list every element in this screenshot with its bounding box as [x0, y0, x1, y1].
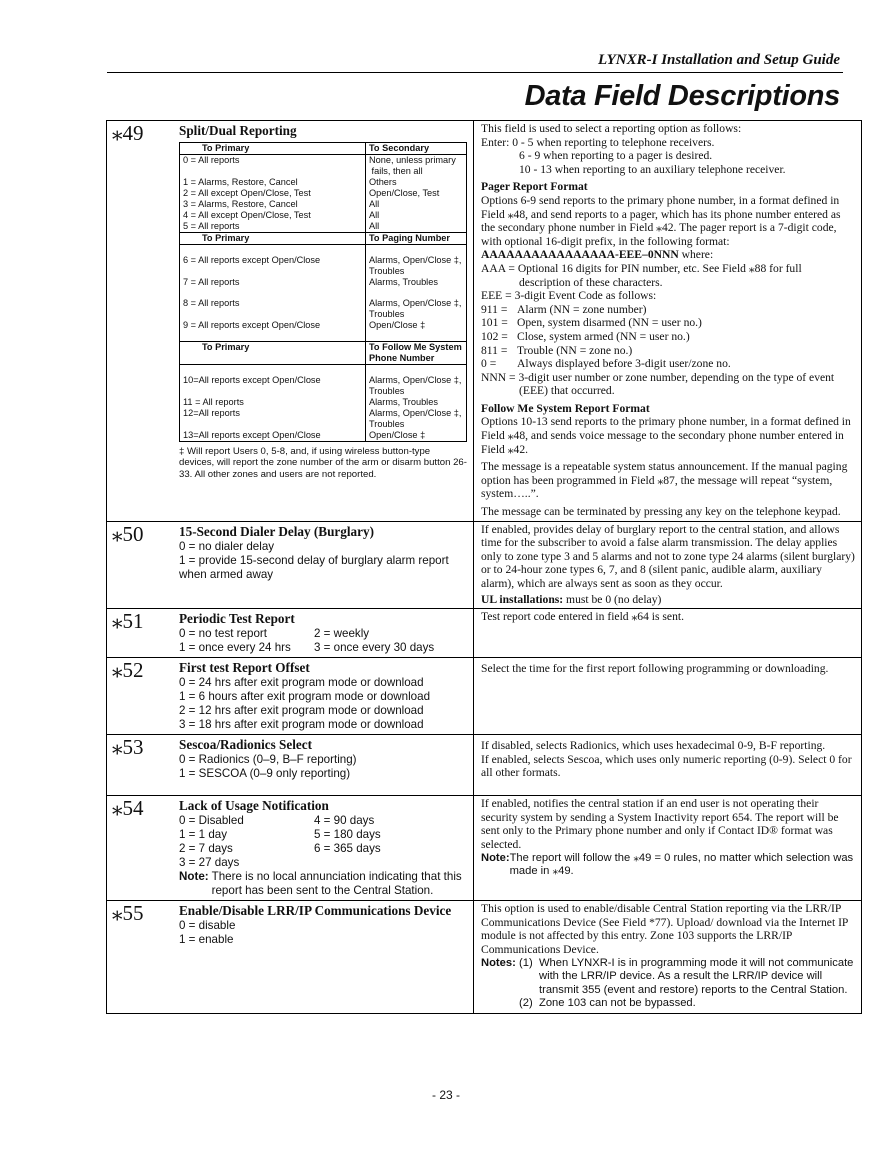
field-number: ⁎50	[112, 521, 144, 546]
description-text: This option is used to enable/disable Central Station reporting via the LRR/IP Communications Device (See Field *77). Upload/ download via the Internet IP module is not affected by this entry. Zone 103 supports the LRR/IP Communications Device.	[481, 902, 848, 956]
event-code: 0 =	[481, 357, 497, 371]
table-cell: All	[366, 199, 467, 210]
field-title: Periodic Test Report	[179, 611, 295, 627]
description-text: If enabled, provides delay of burglary report to the central station, and allows time for the subscriber to avoid a false alarm transmission. The delay applies only to zone type 3 and 5 alarms and not to zone type 24 alarms (silent burglary) or to 24-hour zone types 6, 7, and 8 (silent panic, audible alarm, auxiliary alarm), which are always sent as soon as they occur.	[481, 522, 855, 590]
option-text: 2 = weekly	[314, 627, 370, 641]
field-title: Split/Dual Reporting	[179, 123, 297, 138]
field-row-54	[107, 796, 862, 901]
table-cell: Alarms, Open/Close ‡,	[366, 298, 467, 309]
footnote: ‡ Will report Users 0, 5-8, and, if using wireless button-type devices, will report the zone number of the arm or disarm button 26-33. All other zones and users are not reported.	[179, 446, 467, 480]
table-cell: 5 = All reports	[180, 221, 366, 233]
option-text: 1 = provide 15-second delay of burglary alarm report when armed away	[179, 553, 449, 581]
table-cell: fails, then all	[366, 166, 467, 177]
event-code-desc: Trouble (NN = zone no.)	[517, 343, 633, 357]
event-code-row	[481, 330, 855, 344]
description-text: The message is a repeatable system status announcement. If the manual paging option has been programmed in Field ⁎87, the message will repeat “system, system…..”.	[481, 460, 848, 501]
description-text: 10 - 13 when reporting to an auxiliary telephone receiver.	[519, 162, 786, 176]
field-number: ⁎54	[112, 796, 144, 821]
pager-code: AAAAAAAAAAAAAAAA-EEE–0NNN	[481, 248, 679, 262]
table-cell: 3 = Alarms, Restore, Cancel	[180, 199, 366, 210]
field-title: First test Report Offset	[179, 660, 310, 676]
column-header: To Follow Me System Phone Number	[366, 342, 467, 365]
field-title: Enable/Disable LRR/IP Communications Device	[179, 903, 452, 919]
field-row-49	[107, 121, 862, 522]
note-label: Note:	[179, 870, 209, 884]
table-cell: 1 = Alarms, Restore, Cancel	[180, 177, 366, 188]
option-text: 3 = once every 30 days	[314, 641, 435, 655]
option-text: 0 = disable	[179, 919, 236, 933]
subheading: Follow Me System Report Format	[481, 401, 650, 415]
note-number: (2)	[519, 997, 533, 1010]
subheading: Pager Report Format	[481, 180, 588, 194]
reporting-options-table	[179, 142, 467, 442]
option-text: 3 = 27 days	[179, 856, 240, 870]
table-cell: 13=All reports except Open/Close	[180, 430, 366, 442]
event-code-row	[481, 357, 855, 371]
header-rule	[107, 72, 843, 73]
event-code: 811 =	[481, 343, 508, 357]
table-cell: 8 = All reports	[180, 298, 366, 309]
event-code-desc: Open, system disarmed (NN = user no.)	[517, 316, 702, 330]
table-cell: 12=All reports	[180, 408, 366, 419]
event-code: 102 =	[481, 329, 508, 343]
event-code-row	[481, 344, 855, 358]
option-text	[314, 856, 467, 870]
event-code: 101 =	[481, 316, 508, 330]
table-cell: Alarms, Troubles	[366, 397, 467, 408]
table-cell: All	[366, 221, 467, 233]
field-row-51	[107, 609, 862, 658]
field-title: 15-Second Dialer Delay (Burglary)	[179, 523, 374, 539]
table-cell	[180, 419, 366, 430]
field-number: ⁎55	[112, 901, 144, 926]
option-text: 1 = 6 hours after exit program mode or download	[179, 690, 431, 704]
description-text: must be 0 (no delay)	[563, 592, 662, 606]
table-cell: 10=All reports except Open/Close	[180, 375, 366, 386]
table-cell: 6 = All reports except Open/Close	[180, 255, 366, 266]
table-cell: Troubles	[366, 266, 467, 277]
table-cell: Alarms, Open/Close ‡,	[366, 375, 467, 386]
page-number: - 23 -	[431, 1088, 460, 1102]
table-cell: Troubles	[366, 309, 467, 320]
event-code: 911 =	[481, 302, 508, 316]
event-code-desc: Close, system armed (NN = user no.)	[517, 329, 690, 343]
description-text: If enabled, selects Sescoa, which uses only numeric reporting (0-9). Select 0 for all other formats.	[481, 752, 852, 780]
table-cell: 2 = All except Open/Close, Test	[180, 188, 366, 199]
column-header: To Paging Number	[366, 233, 467, 245]
column-header: To Primary	[180, 342, 366, 365]
description-text: This field is used to select a reporting option as follows:	[481, 122, 742, 135]
table-cell: None, unless primary	[366, 155, 467, 167]
table-cell: 11 = All reports	[180, 397, 366, 408]
table-cell: All	[366, 210, 467, 221]
option-text: 1 = SESCOA (0–9 only reporting)	[179, 767, 351, 781]
description-text: where:	[678, 248, 714, 262]
option-text: 2 = 7 days	[179, 842, 233, 856]
option-grid	[179, 627, 467, 655]
description-text: Enter: 0 - 5 when reporting to telephone receivers.	[481, 135, 715, 149]
page-title: Data Field Descriptions	[524, 80, 840, 112]
field-row-52	[107, 658, 862, 735]
column-header: To Primary	[180, 233, 366, 245]
option-grid	[179, 814, 467, 870]
field-number: ⁎51	[112, 609, 144, 634]
field-row-55	[107, 901, 862, 1014]
option-text: 0 = Disabled	[179, 814, 244, 828]
column-header: To Primary	[180, 143, 366, 155]
field-title: Lack of Usage Notification	[179, 798, 329, 814]
option-text: 2 = 12 hrs after exit program mode or download	[179, 704, 424, 718]
option-text: 4 = 90 days	[314, 814, 375, 828]
description-text: If enabled, notifies the central station if an end user is not operating their security system by sending a System Inactivity report 654. The report will be sent only to the Primary phone number and only if Contact ID® format was selected.	[481, 797, 839, 851]
field-number: ⁎53	[112, 735, 144, 760]
table-cell: 9 = All reports except Open/Close	[180, 320, 366, 331]
note-text: The report will follow the ⁎49 = 0 rules, no matter which selection was made in ⁎49.	[509, 851, 854, 878]
description-text: AAA = Optional 16 digits for PIN number, etc. See Field ⁎88 for full description of these characters.	[481, 261, 802, 289]
option-text: 6 = 365 days	[314, 842, 381, 856]
field-number: ⁎52	[112, 658, 144, 683]
table-cell	[180, 266, 366, 277]
table-cell: 4 = All except Open/Close, Test	[180, 210, 366, 221]
option-text: 0 = no dialer delay	[179, 539, 275, 553]
table-cell	[180, 309, 366, 320]
table-cell: 0 = All reports	[180, 155, 366, 167]
guide-title: LYNXR-I Installation and Setup Guide	[598, 52, 840, 68]
note-text: There is no local annunciation indicating that this report has been sent to the Central Station.	[211, 870, 462, 898]
description-text: Options 10-13 send reports to the primary phone number, in a format defined in Field ⁎48, and sends voice message to the secondary phone number entered in Field ⁎42.	[481, 415, 851, 456]
event-code-desc: Always displayed before 3-digit user/zone no.	[517, 357, 731, 371]
description-text: NNN = 3-digit user number or zone number, depending on the type of event (EEE) that occurred.	[481, 370, 835, 398]
description-text: EEE = 3-digit Event Code as follows:	[481, 289, 657, 303]
table-cell: Others	[366, 177, 467, 188]
description-text: Select the time for the first report following programming or downloading.	[481, 662, 829, 676]
option-text: 0 = no test report	[179, 627, 267, 641]
field-title: Sescoa/Radionics Select	[179, 737, 312, 753]
description-text: The message can be terminated by pressing any key on the telephone keypad.	[481, 505, 841, 519]
note-text: Zone 103 can not be bypassed.	[539, 997, 696, 1010]
description-text: 6 - 9 when reporting to a pager is desired.	[519, 149, 713, 163]
description-text: If disabled, selects Radionics, which uses hexadecimal 0-9, B-F reporting.	[481, 739, 826, 753]
option-text: 0 = Radionics (0–9, B–F reporting)	[179, 753, 357, 767]
table-cell: Alarms, Troubles	[366, 277, 467, 288]
option-text: 1 = once every 24 hrs	[179, 641, 291, 655]
table-cell: Alarms, Open/Close ‡,	[366, 408, 467, 419]
table-cell: Open/Close ‡	[366, 320, 467, 331]
field-row-53	[107, 735, 862, 796]
event-code-row	[481, 303, 855, 317]
table-cell: 7 = All reports	[180, 277, 366, 288]
event-code-desc: Alarm (NN = zone number)	[517, 302, 647, 316]
field-number: ⁎49	[112, 121, 144, 145]
note-number: (1)	[519, 956, 533, 969]
option-text: 1 = 1 day	[179, 828, 228, 842]
description-text: Options 6-9 send reports to the primary phone number, in a format defined in Field ⁎48, and send reports to a pager, which has its phone number entered as the secondary phone number in Field ⁎42. The pager report is a 7-digit code, with optional 16-digit prefix, in the following format:	[481, 193, 841, 248]
field-row-50	[107, 521, 862, 609]
table-cell: Open/Close, Test	[366, 188, 467, 199]
table-cell	[180, 386, 366, 397]
description-text: Test report code entered in field ⁎64 is sent.	[481, 610, 684, 624]
column-header: To Secondary	[366, 143, 467, 155]
table-cell: Troubles	[366, 419, 467, 430]
option-text: 0 = 24 hrs after exit program mode or download	[179, 676, 424, 690]
table-cell: Troubles	[366, 386, 467, 397]
note-text: When LYNXR-I is in programming mode it will not communicate with the LRR/IP device. As a result the LRR/IP device will transmit 355 (event and restore) reports to the Central Station.	[539, 956, 854, 996]
table-cell: Open/Close ‡	[366, 430, 467, 442]
table-cell: Alarms, Open/Close ‡,	[366, 255, 467, 266]
note-label: Note:	[481, 851, 510, 864]
data-field-table	[106, 120, 862, 1014]
option-text: 1 = enable	[179, 933, 234, 947]
option-text: 5 = 180 days	[314, 828, 381, 842]
notes-label: Notes:	[481, 956, 516, 969]
option-text: 3 = 18 hrs after exit program mode or download	[179, 718, 424, 732]
ul-label: UL installations:	[481, 592, 564, 606]
event-code-row	[481, 316, 855, 330]
table-cell	[180, 166, 366, 177]
